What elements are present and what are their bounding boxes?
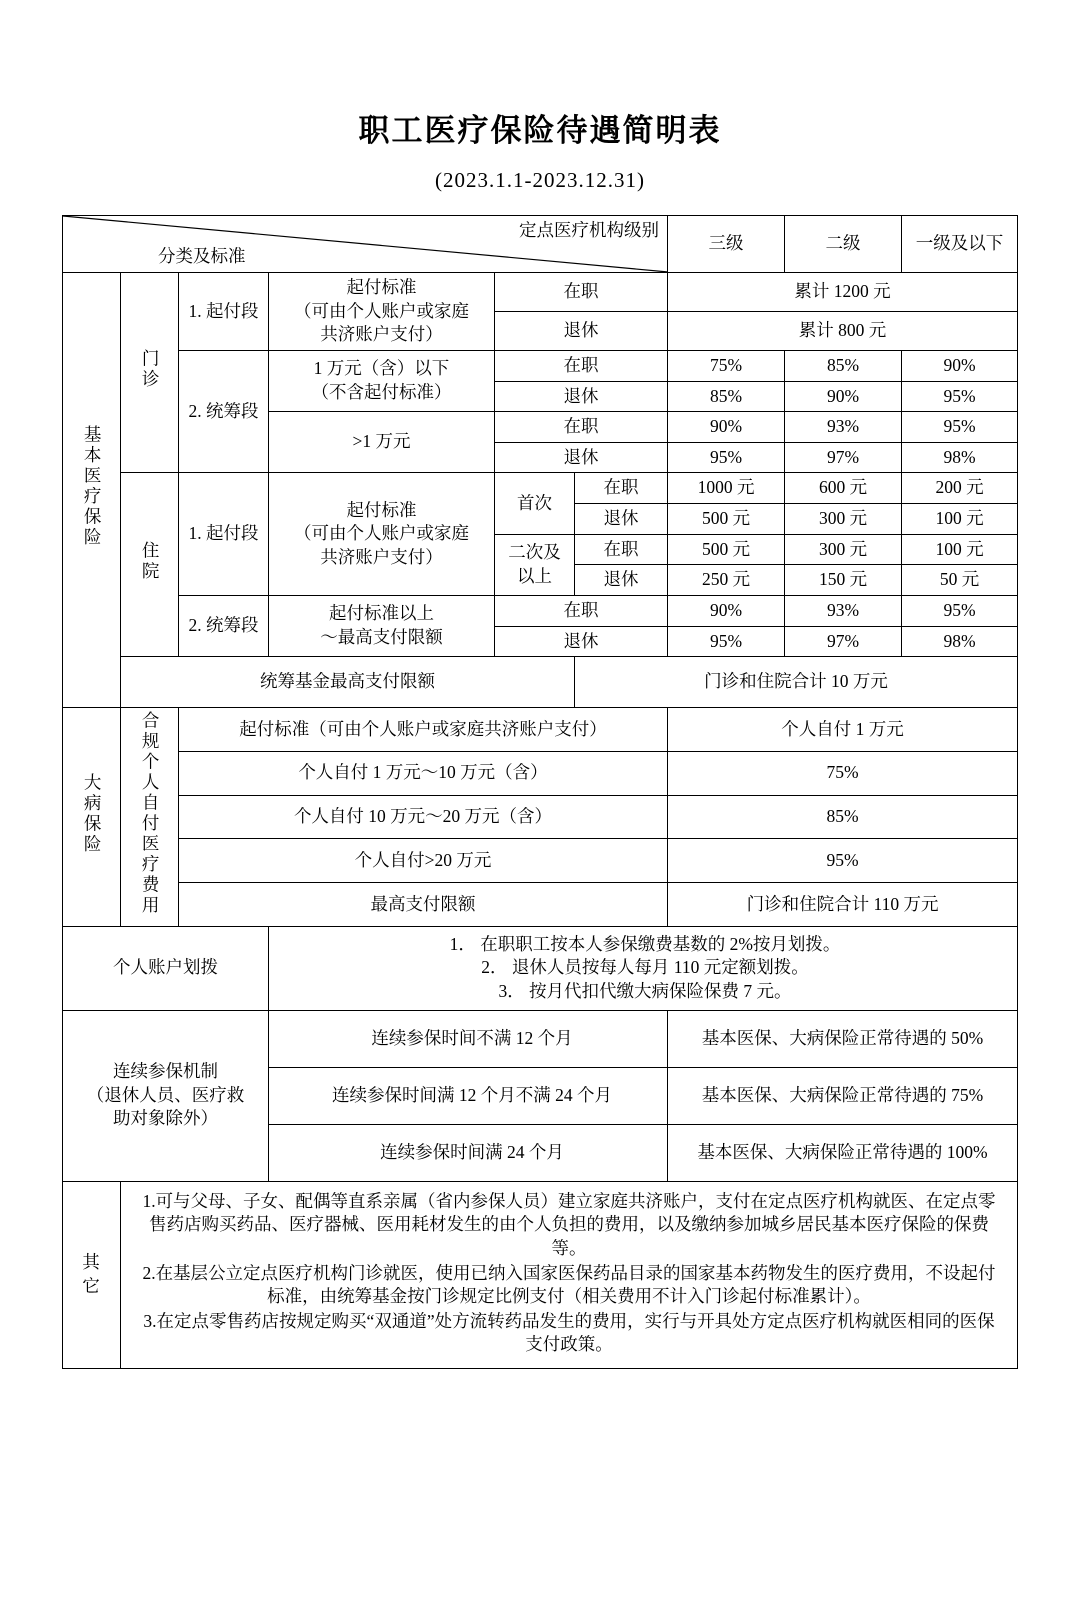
outpatient-deductible-index: 1. 起付段: [178, 273, 268, 351]
value-cell: 75%: [668, 350, 785, 381]
header-level-2: 二级: [785, 216, 902, 273]
outpatient-deductible-onjob-value: 累计 1200 元: [668, 273, 1018, 312]
status-cell: 退休: [574, 565, 667, 596]
outpatient-deductible-retired-value: 累计 800 元: [668, 311, 1018, 350]
value-cell: 300 元: [785, 534, 902, 565]
inpatient-deductible-desc: 起付标准 （可由个人账户或家庭 共济账户支付）: [268, 473, 494, 596]
value-cell: 93%: [785, 412, 902, 443]
section-basic-insurance: 基本医疗保险: [62, 273, 120, 708]
other-paragraph: 1.可与父母、子女、配偶等直系亲属（省内参保人员）建立家庭共济账户，支付在定点医疗机构就医、在定点零售药店购买药品、医疗器械、医用耗材发生的由个人负担的费用，以及缴纳参加城乡居民基本医疗保险的保费等。: [142, 1190, 996, 1258]
value-cell: 50 元: [902, 565, 1018, 596]
value-cell: 95%: [668, 626, 785, 657]
inpatient-pooling-desc: 起付标准以上 ～最高支付限额: [268, 595, 494, 656]
benefits-table: [62, 215, 1018, 1369]
inpatient-second-label: 二次及 以上: [494, 534, 574, 595]
value-cell: 250 元: [668, 565, 785, 596]
outpatient-deductible-onjob-label: 在职: [494, 273, 667, 312]
value-cell: 95%: [668, 442, 785, 473]
header-category-label: 分类及标准: [157, 246, 246, 267]
table-row: [62, 657, 1017, 708]
critical-value: 95%: [668, 839, 1018, 883]
value-cell: 1000 元: [668, 473, 785, 504]
table-row: [62, 751, 1017, 795]
continuous-label: 连续参保机制 （退休人员、医疗救 助对象除外）: [62, 1010, 268, 1181]
value-cell: 500 元: [668, 504, 785, 535]
value-cell: 600 元: [785, 473, 902, 504]
critical-item: 个人自付 10 万元～20 万元（含）: [178, 795, 667, 839]
table-row: [62, 1010, 1017, 1067]
outpatient-deductible-retired-label: 退休: [494, 311, 667, 350]
critical-value: 门诊和住院合计 110 万元: [668, 883, 1018, 927]
critical-item: 起付标准（可由个人账户或家庭共济账户支付）: [178, 708, 667, 752]
value-cell: 100 元: [902, 534, 1018, 565]
table-row: [62, 839, 1017, 883]
list-item: 1． 在职职工按本人参保缴费基数的 2%按月划拨。: [449, 933, 841, 954]
outpatient-deductible-desc: 起付标准 （可由个人账户或家庭 共济账户支付）: [268, 273, 494, 351]
value-cell: 93%: [785, 595, 902, 626]
value-cell: 90%: [668, 412, 785, 443]
value-cell: 85%: [668, 381, 785, 412]
continuous-item: 连续参保时间不满 12 个月: [268, 1010, 667, 1067]
continuous-value: 基本医保、大病保险正常待遇的 75%: [668, 1067, 1018, 1124]
header-level-3: 三级: [668, 216, 785, 273]
continuous-item: 连续参保时间满 12 个月不满 24 个月: [268, 1067, 667, 1124]
other-paragraph: 2.在基层公立定点医疗机构门诊就医，使用已纳入国家医保药品目录的国家基本药物发生的医疗费用，不设起付标准，由统筹基金按门诊规定比例支付（相关费用不计入门诊起付标准累计）。: [142, 1262, 996, 1307]
list-item: 2． 退休人员按每人每月 110 元定额划拨。: [481, 957, 809, 978]
value-cell: 97%: [785, 442, 902, 473]
status-cell: 退休: [494, 381, 667, 412]
value-cell: 95%: [902, 412, 1018, 443]
status-cell: 在职: [574, 534, 667, 565]
table-row: [62, 795, 1017, 839]
status-cell: 退休: [494, 626, 667, 657]
critical-item: 个人自付 1 万元～10 万元（含）: [178, 751, 667, 795]
header-level-1: 一级及以下: [902, 216, 1018, 273]
critical-value: 85%: [668, 795, 1018, 839]
value-cell: 98%: [902, 442, 1018, 473]
header-corner-cell: [62, 216, 667, 273]
other-paragraph: 3.在定点零售药店按规定购买“双通道”处方流转药品发生的费用，实行与开具处方定点医疗机构就医相同的医保支付政策。: [143, 1310, 995, 1355]
outpatient-pooling-index: 2. 统筹段: [178, 350, 268, 473]
critical-item: 个人自付>20 万元: [178, 839, 667, 883]
value-cell: 95%: [902, 381, 1018, 412]
table-row: [62, 883, 1017, 927]
other-notes: [120, 1181, 1017, 1368]
personal-account-label: 个人账户划拨: [62, 926, 268, 1010]
value-cell: 150 元: [785, 565, 902, 596]
value-cell: 300 元: [785, 504, 902, 535]
status-cell: 退休: [494, 442, 667, 473]
critical-value: 个人自付 1 万元: [668, 708, 1018, 752]
page-subtitle: (2023.1.1-2023.12.31): [435, 168, 645, 192]
value-cell: 100 元: [902, 504, 1018, 535]
outpatient-pooling-tier1: 1 万元（含）以下 （不含起付标准）: [268, 350, 494, 411]
critical-item: 最高支付限额: [178, 883, 667, 927]
continuous-item: 连续参保时间满 24 个月: [268, 1124, 667, 1181]
continuous-value: 基本医保、大病保险正常待遇的 100%: [668, 1124, 1018, 1181]
page-title: 职工医疗保险待遇简明表: [358, 113, 722, 148]
table-row: [62, 1181, 1017, 1368]
table-row: [62, 350, 1017, 381]
section-other-label: 其 它: [62, 1181, 120, 1368]
table-row: [62, 473, 1017, 504]
status-cell: 在职: [494, 595, 667, 626]
table-row: [62, 273, 1017, 312]
inpatient-pooling-index: 2. 统筹段: [178, 595, 268, 656]
inpatient-first-label: 首次: [494, 473, 574, 534]
table-header-row: [62, 216, 1017, 273]
value-cell: 90%: [902, 350, 1018, 381]
status-cell: 在职: [574, 473, 667, 504]
value-cell: 90%: [668, 595, 785, 626]
list-item: 3． 按月代扣代缴大病保险保费 7 元。: [498, 981, 792, 1001]
personal-account-items: [268, 926, 1017, 1010]
status-cell: 退休: [574, 504, 667, 535]
group-outpatient: 门诊: [120, 273, 178, 473]
critical-sub-label: 合规个人自付医疗费用: [120, 708, 178, 927]
group-inpatient: 住院: [120, 473, 178, 657]
value-cell: 200 元: [902, 473, 1018, 504]
status-cell: 在职: [494, 412, 667, 443]
value-cell: 90%: [785, 381, 902, 412]
critical-value: 75%: [668, 751, 1018, 795]
pooling-fund-cap-label: 统筹基金最高支付限额: [120, 657, 574, 708]
table-row: [62, 595, 1017, 626]
value-cell: 85%: [785, 350, 902, 381]
header-level-label: 定点医疗机构级别: [519, 220, 660, 240]
value-cell: 95%: [902, 595, 1018, 626]
continuous-value: 基本医保、大病保险正常待遇的 50%: [668, 1010, 1018, 1067]
inpatient-deductible-index: 1. 起付段: [178, 473, 268, 596]
document-page: [0, 105, 1080, 1602]
status-cell: 在职: [494, 350, 667, 381]
section-critical-illness: 大病保险: [62, 708, 120, 927]
value-cell: 97%: [785, 626, 902, 657]
table-row: [62, 708, 1017, 752]
outpatient-pooling-tier2: >1 万元: [268, 412, 494, 473]
value-cell: 500 元: [668, 534, 785, 565]
value-cell: 98%: [902, 626, 1018, 657]
table-row: [62, 926, 1017, 1010]
pooling-fund-cap-value: 门诊和住院合计 10 万元: [574, 657, 1017, 708]
